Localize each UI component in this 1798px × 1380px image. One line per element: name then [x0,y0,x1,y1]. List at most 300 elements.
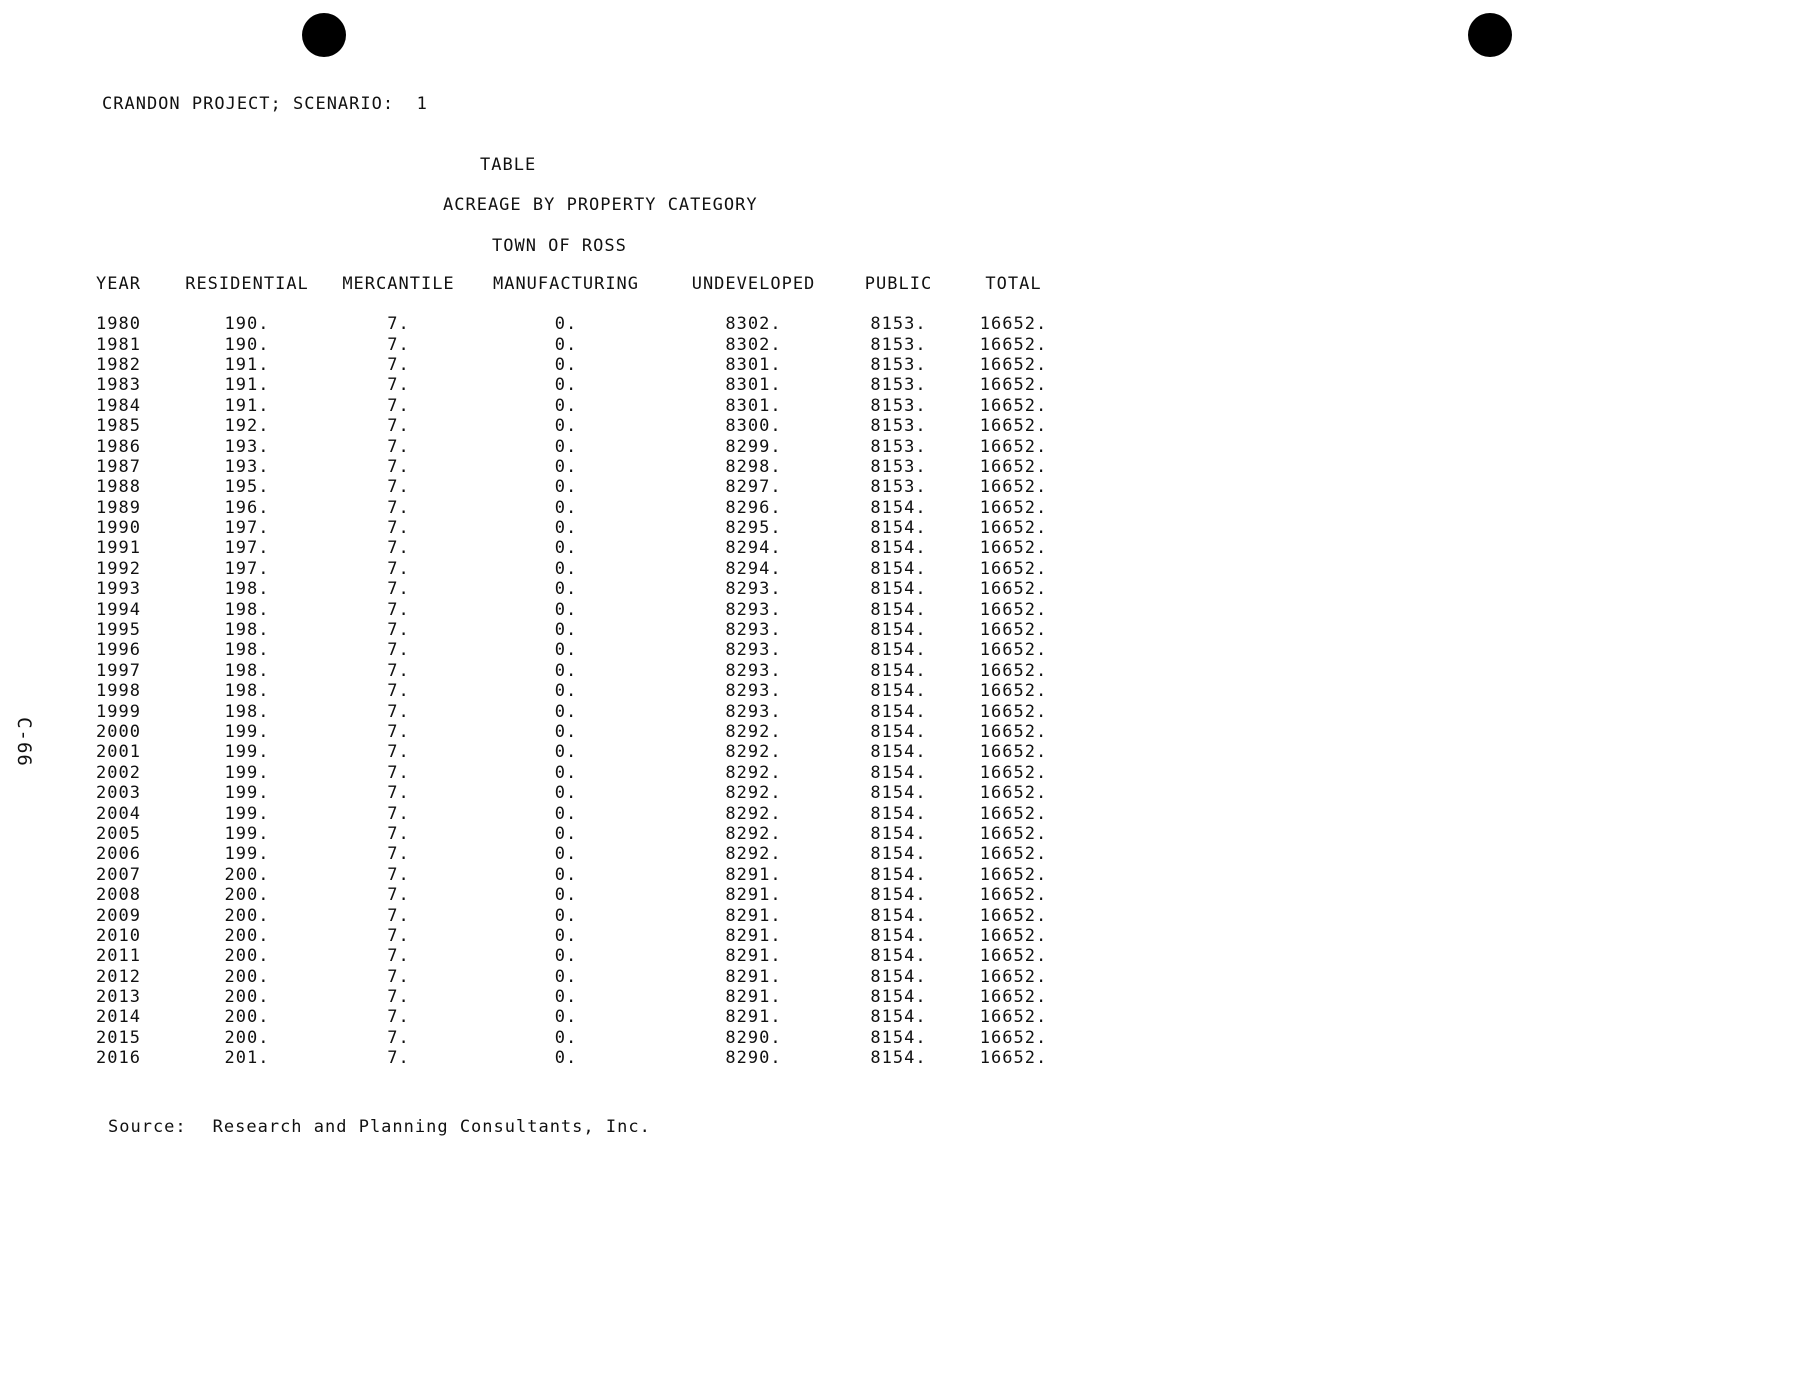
source-note [108,1117,651,1137]
cell-residential: 199. [224,823,270,844]
cell-total: 16652. [979,456,1048,477]
cell-total: 16652. [979,987,1048,1008]
cell-year: 2007 [96,864,141,885]
cell-public: 8154. [870,579,927,600]
cell-public: 8154. [870,1007,927,1028]
column-header-year: YEAR [96,274,141,294]
cell-undeveloped: 8300. [725,416,782,437]
cell-public: 8154. [870,538,927,559]
cell-manufacturing: 0. [554,864,578,885]
cell-public: 8153. [870,375,927,396]
cell-manufacturing: 0. [554,946,578,967]
cell-undeveloped: 8298. [725,456,782,477]
table-row [96,763,1076,783]
cell-undeveloped: 8293. [725,640,782,661]
cell-mercantile: 7. [387,823,410,844]
cell-undeveloped: 8293. [725,599,782,620]
cell-residential: 200. [224,864,270,885]
cell-residential: 199. [224,803,270,824]
cell-total: 16652. [979,681,1048,702]
cell-total: 16652. [979,701,1048,722]
cell-public: 8154. [870,599,927,620]
cell-year: 1999 [96,701,141,722]
cell-public: 8154. [870,742,927,763]
cell-residential: 199. [224,844,270,865]
cell-undeveloped: 8293. [725,579,782,600]
cell-total: 16652. [979,823,1048,844]
cell-total: 16652. [979,946,1048,967]
cell-manufacturing: 0. [554,844,578,865]
cell-year: 2012 [96,966,141,987]
cell-public: 8154. [870,681,927,702]
cell-manufacturing: 0. [554,395,578,416]
cell-residential: 198. [224,620,270,641]
table-row [96,865,1076,885]
cell-undeveloped: 8291. [725,925,782,946]
table-row [96,824,1076,844]
cell-mercantile: 7. [387,762,410,783]
project-header [102,94,428,114]
cell-public: 8153. [870,334,927,355]
cell-total: 16652. [979,558,1048,579]
cell-manufacturing: 0. [554,518,578,539]
cell-year: 2016 [96,1048,141,1069]
cell-year: 2002 [96,762,141,783]
cell-year: 1989 [96,497,141,518]
cell-undeveloped: 8292. [725,803,782,824]
punch-hole-left [302,13,346,57]
cell-year: 1985 [96,416,141,437]
cell-year: 2011 [96,946,141,967]
cell-public: 8154. [870,864,927,885]
cell-year: 1984 [96,395,141,416]
cell-manufacturing: 0. [554,1007,578,1028]
cell-public: 8154. [870,762,927,783]
cell-public: 8154. [870,844,927,865]
cell-total: 16652. [979,885,1048,906]
cell-residential: 200. [224,905,270,926]
cell-mercantile: 7. [387,518,410,539]
cell-residential: 200. [224,987,270,1008]
cell-public: 8154. [870,701,927,722]
cell-year: 2001 [96,742,141,763]
cell-manufacturing: 0. [554,354,578,375]
cell-residential: 191. [224,375,270,396]
cell-manufacturing: 0. [554,477,578,498]
cell-mercantile: 7. [387,864,410,885]
cell-undeveloped: 8301. [725,354,782,375]
cell-public: 8153. [870,477,927,498]
source-text: Research and Planning Consultants, Inc. [212,1117,651,1137]
table-town: TOWN OF ROSS [492,236,627,256]
cell-public: 8154. [870,783,927,804]
cell-residential: 200. [224,966,270,987]
cell-year: 1994 [96,599,141,620]
cell-residential: 201. [224,1048,270,1069]
cell-total: 16652. [979,395,1048,416]
table-row [96,844,1076,864]
cell-undeveloped: 8299. [725,436,782,457]
cell-total: 16652. [979,966,1048,987]
cell-year: 1995 [96,620,141,641]
cell-year: 1993 [96,579,141,600]
column-header-undeveloped: UNDEVELOPED [691,274,816,294]
cell-residential: 200. [224,925,270,946]
table-row [96,885,1076,905]
cell-mercantile: 7. [387,660,410,681]
punch-hole-right [1468,13,1512,57]
table-row [96,783,1076,803]
table-row [96,599,1076,619]
cell-public: 8154. [870,885,927,906]
cell-manufacturing: 0. [554,966,578,987]
project-label: CRANDON PROJECT; SCENARIO: [102,94,395,114]
cell-undeveloped: 8302. [725,334,782,355]
cell-year: 1988 [96,477,141,498]
cell-manufacturing: 0. [554,314,578,335]
cell-undeveloped: 8292. [725,783,782,804]
table-row [96,334,1076,354]
cell-undeveloped: 8291. [725,905,782,926]
cell-mercantile: 7. [387,620,410,641]
cell-total: 16652. [979,579,1048,600]
cell-undeveloped: 8292. [725,762,782,783]
table-row [96,457,1076,477]
cell-total: 16652. [979,436,1048,457]
cell-undeveloped: 8292. [725,722,782,742]
cell-undeveloped: 8294. [725,558,782,579]
cell-mercantile: 7. [387,1027,410,1048]
cell-manufacturing: 0. [554,783,578,804]
cell-year: 1983 [96,375,141,396]
cell-manufacturing: 0. [554,925,578,946]
cell-residential: 195. [224,477,270,498]
cell-undeveloped: 8292. [725,844,782,865]
cell-undeveloped: 8301. [725,375,782,396]
table-row [96,967,1076,987]
cell-total: 16652. [979,599,1048,620]
cell-total: 16652. [979,783,1048,804]
cell-total: 16652. [979,660,1048,681]
cell-public: 8154. [870,987,927,1008]
cell-total: 16652. [979,518,1048,539]
cell-total: 16652. [979,1027,1048,1048]
cell-mercantile: 7. [387,314,410,335]
cell-mercantile: 7. [387,334,410,355]
cell-year: 1990 [96,518,141,539]
cell-year: 1981 [96,334,141,355]
cell-residential: 200. [224,1027,270,1048]
table-row [96,477,1076,497]
cell-year: 2010 [96,925,141,946]
cell-total: 16652. [979,905,1048,926]
cell-undeveloped: 8293. [725,620,782,641]
cell-public: 8154. [870,620,927,641]
cell-residential: 191. [224,354,270,375]
cell-undeveloped: 8291. [725,885,782,906]
table-row [96,661,1076,681]
cell-year: 1997 [96,660,141,681]
cell-undeveloped: 8290. [725,1048,782,1069]
cell-residential: 197. [224,558,270,579]
cell-total: 16652. [979,640,1048,661]
cell-manufacturing: 0. [554,334,578,355]
column-header-residential: RESIDENTIAL [185,274,309,294]
cell-manufacturing: 0. [554,762,578,783]
cell-total: 16652. [979,620,1048,641]
cell-residential: 199. [224,762,270,783]
cell-manufacturing: 0. [554,660,578,681]
cell-mercantile: 7. [387,395,410,416]
cell-manufacturing: 0. [554,599,578,620]
cell-mercantile: 7. [387,558,410,579]
cell-undeveloped: 8291. [725,946,782,967]
cell-residential: 193. [224,436,270,457]
table-row [96,396,1076,416]
cell-total: 16652. [979,1048,1048,1069]
cell-mercantile: 7. [387,1048,410,1069]
cell-mercantile: 7. [387,783,410,804]
cell-public: 8154. [870,497,927,518]
cell-public: 8154. [870,946,927,967]
cell-residential: 196. [224,497,270,518]
cell-public: 8154. [870,823,927,844]
cell-manufacturing: 0. [554,742,578,763]
cell-mercantile: 7. [387,925,410,946]
cell-undeveloped: 8302. [725,314,782,335]
cell-undeveloped: 8291. [725,987,782,1008]
table-row [96,559,1076,579]
cell-mercantile: 7. [387,722,410,742]
cell-residential: 199. [224,742,270,763]
cell-year: 2004 [96,803,141,824]
table-row [96,803,1076,823]
column-header-manufacturing: MANUFACTURING [492,274,640,294]
cell-undeveloped: 8293. [725,681,782,702]
cell-manufacturing: 0. [554,722,578,742]
cell-total: 16652. [979,864,1048,885]
cell-undeveloped: 8296. [725,497,782,518]
cell-public: 8154. [870,558,927,579]
table-row [96,436,1076,456]
cell-mercantile: 7. [387,375,410,396]
cell-public: 8154. [870,905,927,926]
cell-undeveloped: 8290. [725,1027,782,1048]
cell-manufacturing: 0. [554,987,578,1008]
cell-year: 2003 [96,783,141,804]
cell-total: 16652. [979,375,1048,396]
cell-manufacturing: 0. [554,558,578,579]
cell-residential: 197. [224,518,270,539]
cell-year: 1996 [96,640,141,661]
cell-public: 8153. [870,314,927,335]
cell-total: 16652. [979,416,1048,437]
cell-manufacturing: 0. [554,436,578,457]
cell-undeveloped: 8291. [725,1007,782,1028]
cell-mercantile: 7. [387,416,410,437]
cell-year: 1992 [96,558,141,579]
cell-public: 8154. [870,1027,927,1048]
cell-undeveloped: 8294. [725,538,782,559]
table-row [96,375,1076,395]
cell-mercantile: 7. [387,681,410,702]
cell-manufacturing: 0. [554,579,578,600]
table-row [96,1028,1076,1048]
cell-mercantile: 7. [387,844,410,865]
cell-total: 16652. [979,334,1048,355]
cell-public: 8154. [870,1048,927,1069]
cell-residential: 191. [224,395,270,416]
cell-public: 8154. [870,925,927,946]
cell-total: 16652. [979,538,1048,559]
cell-manufacturing: 0. [554,538,578,559]
cell-manufacturing: 0. [554,701,578,722]
cell-undeveloped: 8292. [725,742,782,763]
table-row [96,681,1076,701]
cell-residential: 190. [224,314,270,335]
cell-residential: 198. [224,660,270,681]
cell-residential: 193. [224,456,270,477]
table-row [96,620,1076,640]
cell-public: 8154. [870,518,927,539]
cell-public: 8154. [870,660,927,681]
cell-residential: 200. [224,1007,270,1028]
cell-manufacturing: 0. [554,620,578,641]
cell-mercantile: 7. [387,456,410,477]
cell-mercantile: 7. [387,538,410,559]
cell-residential: 199. [224,783,270,804]
cell-manufacturing: 0. [554,823,578,844]
cell-public: 8154. [870,966,927,987]
cell-residential: 198. [224,640,270,661]
cell-mercantile: 7. [387,966,410,987]
cell-mercantile: 7. [387,579,410,600]
table-row [96,640,1076,660]
cell-total: 16652. [979,844,1048,865]
cell-manufacturing: 0. [554,905,578,926]
cell-mercantile: 7. [387,640,410,661]
cell-residential: 200. [224,885,270,906]
cell-public: 8153. [870,436,927,457]
table-title: ACREAGE BY PROPERTY CATEGORY [443,195,758,215]
cell-undeveloped: 8291. [725,966,782,987]
cell-year: 2005 [96,823,141,844]
cell-year: 1980 [96,314,141,335]
table-row [96,905,1076,925]
cell-year: 1987 [96,456,141,477]
cell-total: 16652. [979,722,1048,742]
cell-year: 1991 [96,538,141,559]
column-header-public: PUBLIC [864,274,933,294]
cell-residential: 200. [224,946,270,967]
cell-manufacturing: 0. [554,416,578,437]
cell-mercantile: 7. [387,497,410,518]
table-row [96,1048,1076,1068]
cell-total: 16652. [979,762,1048,783]
table-row [96,742,1076,762]
cell-undeveloped: 8293. [725,701,782,722]
cell-undeveloped: 8292. [725,823,782,844]
cell-mercantile: 7. [387,599,410,620]
table-row [96,416,1076,436]
cell-year: 2009 [96,905,141,926]
cell-year: 2014 [96,1007,141,1028]
cell-residential: 198. [224,681,270,702]
cell-total: 16652. [979,354,1048,375]
cell-total: 16652. [979,497,1048,518]
cell-mercantile: 7. [387,803,410,824]
cell-manufacturing: 0. [554,803,578,824]
cell-public: 8153. [870,395,927,416]
cell-public: 8153. [870,354,927,375]
cell-total: 16652. [979,925,1048,946]
scenario-number: 1 [416,94,428,114]
table-row [96,722,1076,742]
cell-public: 8154. [870,722,927,742]
table-row [96,987,1076,1007]
cell-mercantile: 7. [387,946,410,967]
cell-year: 2008 [96,885,141,906]
table-row [96,518,1076,538]
cell-year: 2000 [96,722,141,742]
cell-undeveloped: 8295. [725,518,782,539]
cell-year: 2015 [96,1027,141,1048]
cell-public: 8154. [870,640,927,661]
cell-mercantile: 7. [387,987,410,1008]
cell-total: 16652. [979,742,1048,763]
table-row [96,946,1076,966]
table-row [96,314,1076,334]
cell-undeveloped: 8301. [725,395,782,416]
cell-year: 1986 [96,436,141,457]
cell-residential: 192. [224,416,270,437]
table-body [96,314,1076,1068]
cell-total: 16652. [979,1007,1048,1028]
cell-mercantile: 7. [387,1007,410,1028]
cell-manufacturing: 0. [554,681,578,702]
cell-manufacturing: 0. [554,885,578,906]
page-number: C-66 [13,717,35,767]
cell-residential: 199. [224,722,270,742]
table-row [96,579,1076,599]
table-row [96,538,1076,558]
cell-manufacturing: 0. [554,1048,578,1069]
cell-year: 2006 [96,844,141,865]
cell-year: 2013 [96,987,141,1008]
cell-mercantile: 7. [387,742,410,763]
cell-mercantile: 7. [387,436,410,457]
column-header-mercantile: MERCANTILE [342,274,455,294]
cell-mercantile: 7. [387,701,410,722]
cell-residential: 190. [224,334,270,355]
cell-undeveloped: 8297. [725,477,782,498]
table-row [96,498,1076,518]
cell-manufacturing: 0. [554,1027,578,1048]
cell-mercantile: 7. [387,477,410,498]
cell-residential: 197. [224,538,270,559]
cell-manufacturing: 0. [554,375,578,396]
acreage-table [96,272,1076,1068]
cell-residential: 198. [224,599,270,620]
cell-residential: 198. [224,701,270,722]
cell-public: 8153. [870,416,927,437]
cell-mercantile: 7. [387,905,410,926]
cell-manufacturing: 0. [554,456,578,477]
column-header-total: TOTAL [985,274,1042,294]
cell-residential: 198. [224,579,270,600]
table-label: TABLE [480,155,537,175]
cell-total: 16652. [979,803,1048,824]
